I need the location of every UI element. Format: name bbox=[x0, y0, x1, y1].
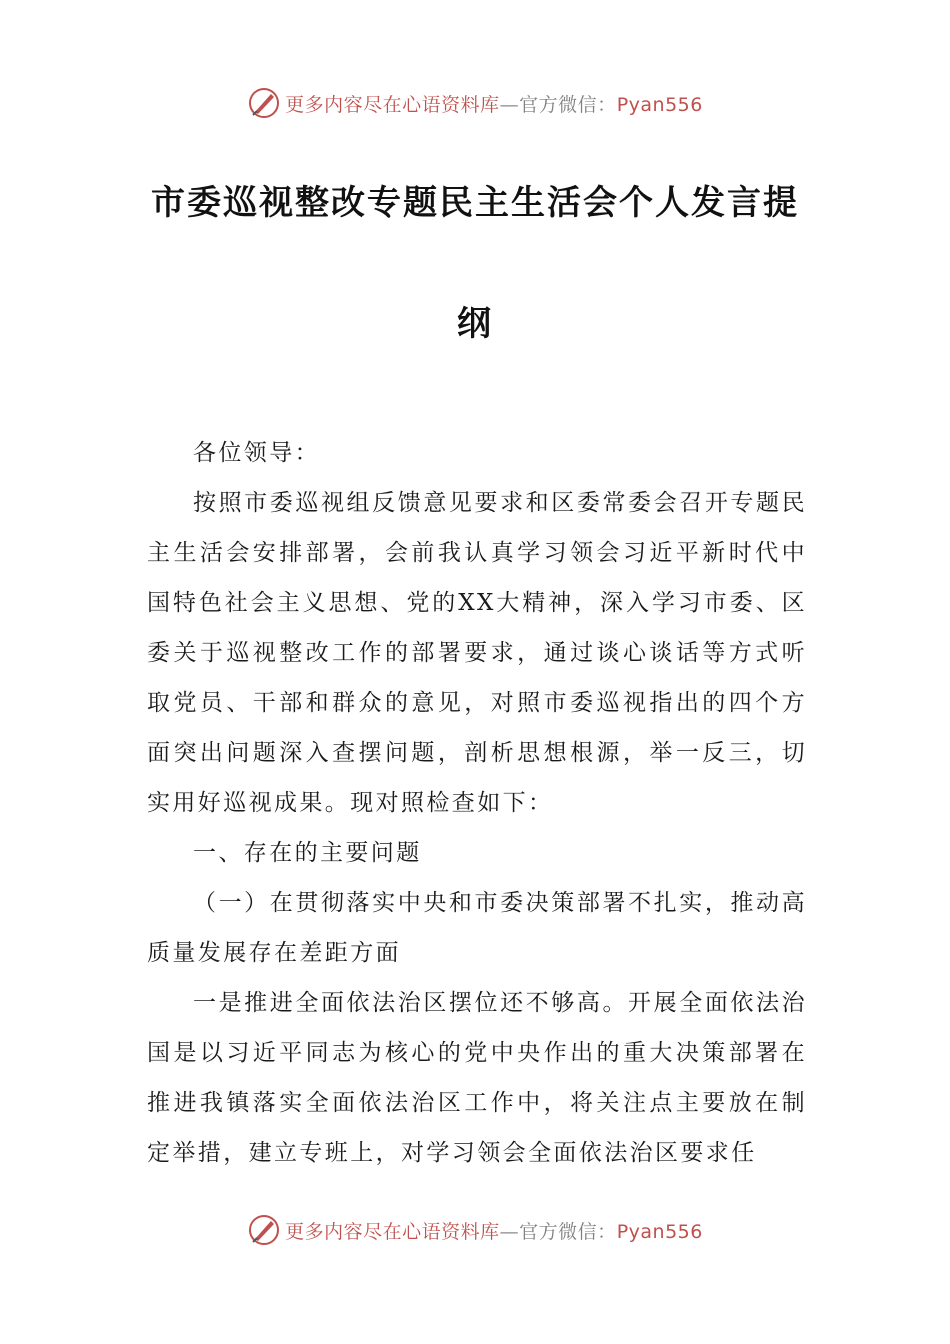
watermark-id: Pyan556 bbox=[616, 1220, 703, 1243]
watermark-banner-bottom bbox=[0, 1210, 950, 1250]
watermark-banner-top bbox=[0, 83, 950, 123]
salutation: 各位领导： bbox=[193, 440, 320, 466]
document-title-line2: 纲 bbox=[457, 304, 493, 344]
subsection-heading: （一）在贯彻落实中央和市委决策部署不扎实，推动高质量发展存在差距方面 bbox=[147, 890, 807, 966]
body-paragraph: 一是推进全面依法治区摆位还不够高。开展全面依法治国是以习近平同志为核心的党中央作出的重大决策部署在推进我镇落实全面依法治区工作中，将关注点主要放在制定举措，建立专班上，对学习领会全面依法治区要求任 bbox=[147, 990, 807, 1166]
watermark-dash: — bbox=[499, 93, 520, 116]
document-title-line1: 市委巡视整改专题民主生活会个人发言提 bbox=[151, 183, 799, 223]
watermark-red-text: 更多内容尽在心语资料库 bbox=[285, 1220, 500, 1243]
watermark-gray-text: 官方微信： bbox=[519, 93, 617, 116]
body-paragraph: 按照市委巡视组反馈意见要求和区委常委会召开专题民主生活会安排部署，会前我认真学习领会习近平新时代中国特色社会主义思想、党的XX大精神，深入学习市委、区委关于巡视整改工作的部署要求，通过谈心谈话等方式听取党员、干部和群众的意见，对照市委巡视指出的四个方面突出问题深入查摆问题，剖析思想根源，举一反三，切实用好巡视成果。现对照检查如下： bbox=[147, 490, 807, 816]
document-body bbox=[147, 428, 807, 1178]
quill-pen-icon bbox=[247, 1213, 281, 1247]
watermark-red-text: 更多内容尽在心语资料库 bbox=[285, 93, 500, 116]
watermark-gray-text: 官方微信： bbox=[519, 1220, 617, 1243]
watermark-dash: — bbox=[499, 1220, 520, 1243]
watermark-id: Pyan556 bbox=[616, 93, 703, 116]
quill-pen-icon bbox=[247, 86, 281, 120]
section-heading: 一、存在的主要问题 bbox=[193, 840, 422, 866]
